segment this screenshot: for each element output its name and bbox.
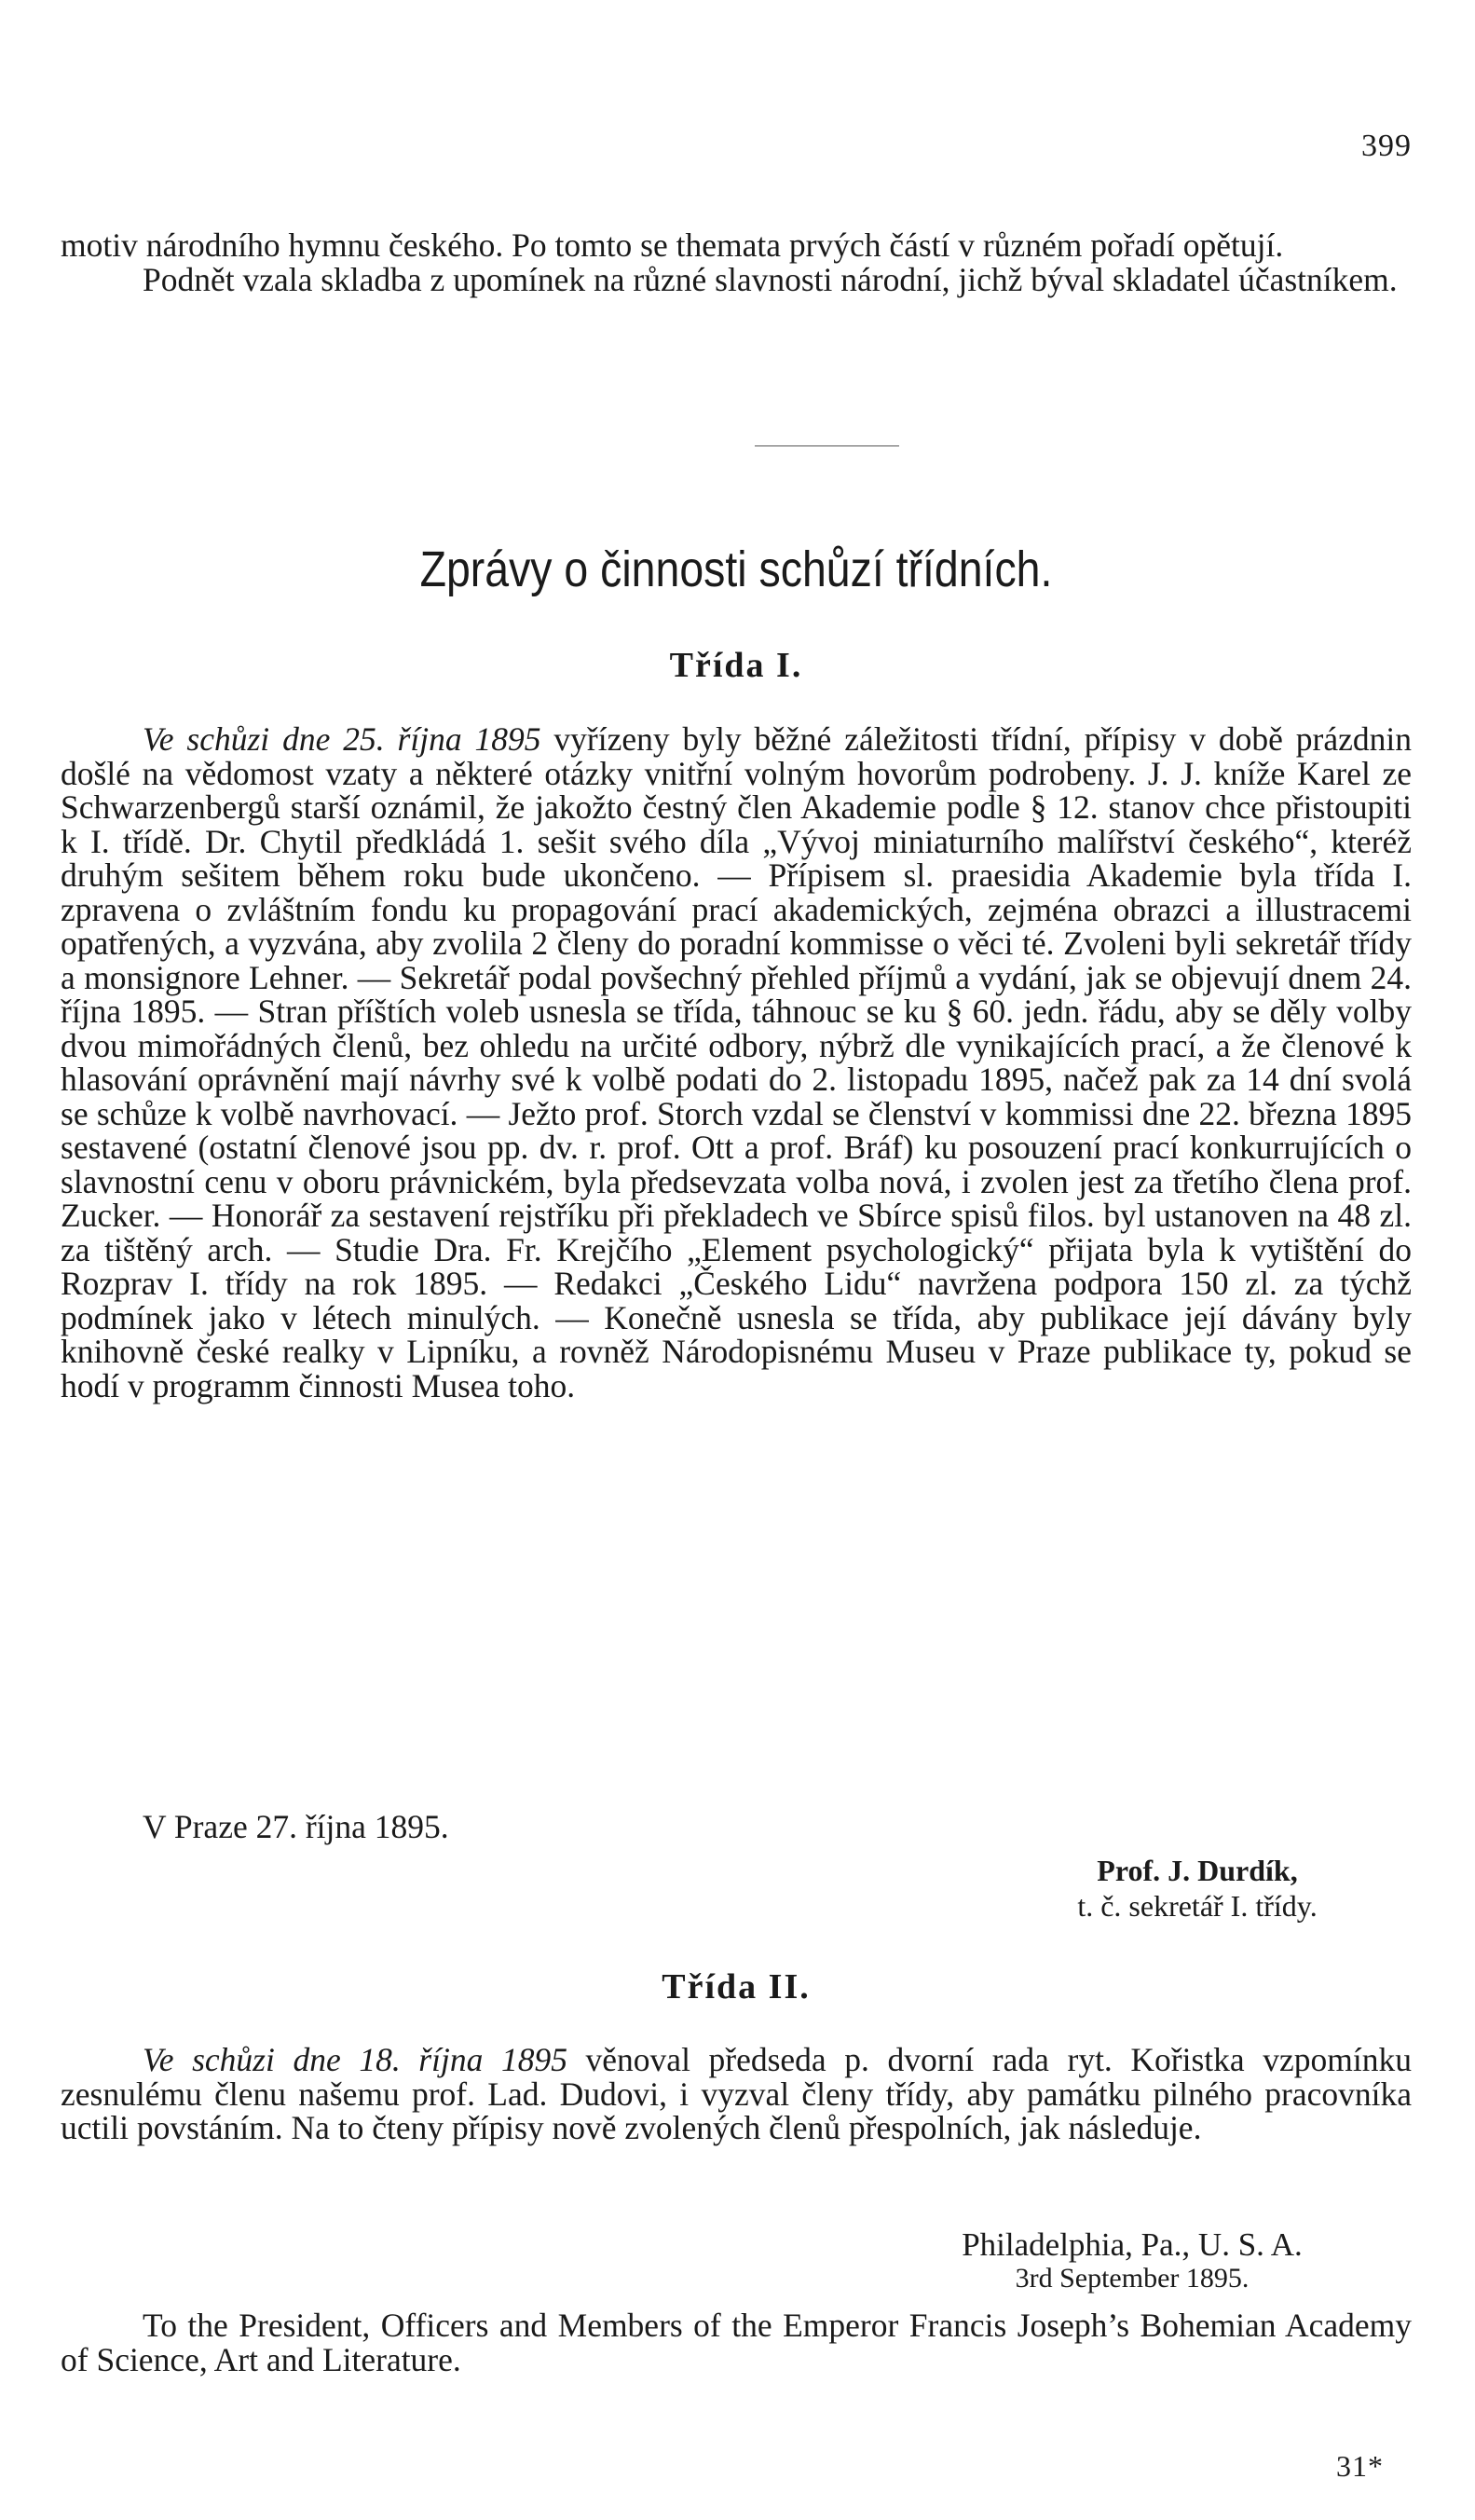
class-1-meeting-date: Ve schůzi dne 25. října 1895: [143, 720, 541, 758]
section-divider: [755, 445, 899, 446]
letter-place: Philadelphia, Pa., U. S. A.: [962, 2226, 1303, 2263]
intro-paragraph-2: Podnět vzala skladba z upomínek na různé slavnosti národní, jichž býval skladatel účastníkem.: [143, 260, 1398, 298]
page-number: 399: [1361, 129, 1412, 163]
signature-mark: 31*: [1336, 2449, 1384, 2483]
letter-date: 3rd September 1895.: [1015, 2263, 1250, 2294]
class-1-place-date: V Praze 27. října 1895.: [143, 1808, 449, 1845]
intro-section: [61, 228, 1412, 296]
class-2-heading: Třída II.: [662, 1967, 811, 2006]
class-1-heading: Třída I.: [669, 646, 803, 685]
document-page: [61, 0, 1412, 2520]
intro-paragraph-1: motiv národního hymnu českého. Po tomto se themata prvých částí v různém pořadí opětují.: [61, 226, 1284, 264]
section-title: Zprávy o činnosti schůzí třídních.: [419, 541, 1053, 597]
class-2-paragraph: [61, 2043, 1412, 2145]
class-2-body: věnoval předseda p. dvorní rada ryt. Kořistka vzpomínku zesnulému členu našemu prof. Lad. Dudovi, i vyzval členy třídy, aby památku pilného pracovníka uctili povstáním. Na to čteny přípisy nově zvolených členů přespolních, jak následuje.: [61, 2041, 1412, 2146]
letter-header: [899, 2228, 1365, 2295]
letter-address-block: [61, 2308, 1412, 2376]
class-2-meeting-date: Ve schůzi dne 18. října 1895: [143, 2041, 567, 2078]
class-1-report: [61, 722, 1412, 1403]
class-2-report: [61, 2043, 1412, 2145]
class-1-paragraph: [61, 722, 1412, 1403]
letter-address: To the President, Officers and Members of the Emperor Francis Joseph’s Bohemian Academy of Science, Art and Literature.: [61, 2307, 1412, 2378]
signature-name: Prof. J. Durdík,: [1097, 1854, 1298, 1887]
class-1-place-date-block: [61, 1810, 1412, 1844]
class-1-signature: [1002, 1853, 1393, 1924]
class-1-body: vyřízeny byly běžné záležitosti třídní, přípisy v době prázdnin došlé na vědomost vzaty a některé otázky vnitřní volným hovorům podrobeny. J. J. kníže Karel ze Schwarzenbergů starší oznámil, že jakožto čestný člen Akademie podle § 12. stanov chce přistoupiti k I. třídě. Dr. Chytil předkládá 1. sešit svého díla „Vývoj miniaturního malířství českého“, kteréž druhým sešitem během roku bude ukončeno. — Přípisem sl. praesidia Akademie byla třída I. zpravena o zvláštním fondu ku propagování prací akademických, zejména obrazci a illustracemi opatřených, a vyzvána, aby zvolila 2 členy do poradní kommisse o věci té. Zvoleni byli sekretář třídy a monsignore Lehner. — Sekretář podal povšechný přehled příjmů a vydání, jak se objevují dnem 24. října 1895. — Stran příštích voleb usnesla se třída, táhnouc se ku § 60. jedn. řádu, aby se děly volby dvou mimořádných členů, bez ohledu na určité odbory, nýbrž dle vynikajících prací, a že členové k hlasování oprávnění mají návrhy své k volbě podati do 2. listopadu 1895, načež pak za 14 dní svolá se schůze k volbě navrhovací. — Ježto prof. Storch vzdal se členství v kommissi dne 22. března 1895 sestavené (ostatní členové jsou pp. dv. r. prof. Ott a prof. Bráf) ku posouzení prací konkurrujících o slavnostní cenu v oboru právnickém, byla předsevzata volba nová, i zvolen jest za třetího člena prof. Zucker. — Honorář za sestavení rejstříku při překladech ve Sbírce spisů filos. byl ustanoven na 48 zl. za tištěný arch. — Studie Dra. Fr. Krejčího „Element psychologický“ přijata byla k vytištění do Rozprav I. třídy na rok 1895. — Redakci „Českého Lidu“ navržena podpora 150 zl. za týchž podmínek jako v létech minulých. — Konečně usnesla se třída, aby publikace její dávány byly knihovně české realky v Lipníku, a rovněž Národopisnému Museu v Praze publikace ty, pokud se hodí v programm činnosti Musea toho.: [61, 720, 1413, 1404]
signature-role: t. č. sekretář I. třídy.: [1077, 1889, 1318, 1923]
